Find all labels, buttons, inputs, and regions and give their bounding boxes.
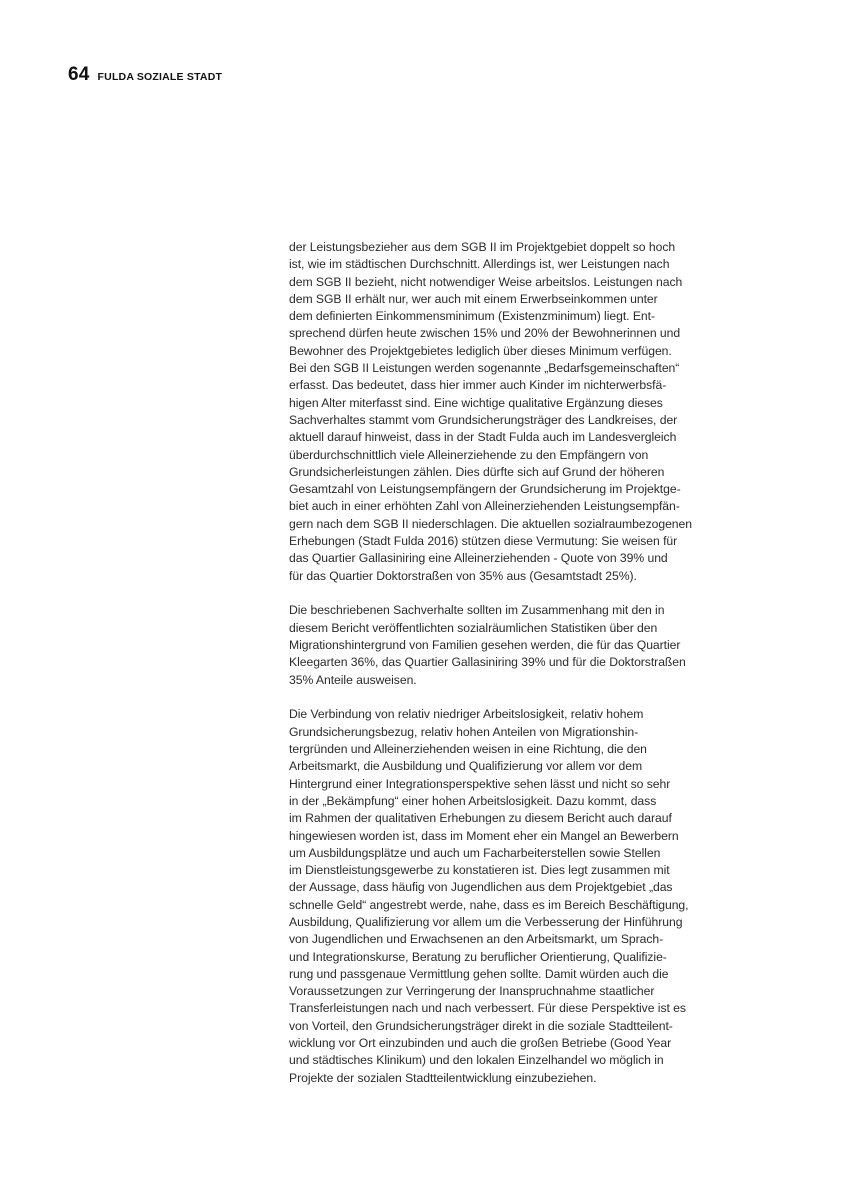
- text-line: Projekte der sozialen Stadtteilentwicklung einzubeziehen.: [289, 1070, 597, 1085]
- text-line: sprechend dürfen heute zwischen 15% und 20% der Bewohnerinnen und: [289, 326, 681, 341]
- text-line: erfasst. Das bedeutet, dass hier immer auch Kinder im nichterwerbsfä-: [289, 378, 667, 393]
- text-line: Ausbildung, Qualifizierung vor allem um die Verbesserung der Hinführung: [289, 914, 683, 929]
- text-line: ist, wie im städtischen Durchschnitt. Allerdings ist, wer Leistungen nach: [289, 257, 670, 272]
- text-line: der Aussage, dass häufig von Jugendlichen aus dem Projektgebiet „das: [289, 880, 673, 895]
- paragraph-gap: [289, 585, 719, 603]
- text-line: hingewiesen worden ist, dass im Moment eher ein Mangel an Bewerbern: [289, 828, 679, 843]
- text-line: der Leistungsbezieher aus dem SGB II im Projektgebiet doppelt so hoch: [289, 240, 676, 254]
- text-line: Gesamtzahl von Leistungsempfängern der Grundsicherung im Projektge-: [289, 482, 681, 497]
- text-line: dem SGB II bezieht, nicht notwendiger Weise arbeitslos. Leistungen nach: [289, 274, 683, 289]
- text-line: im Rahmen der qualitativen Erhebungen zu diesem Bericht auch darauf: [289, 811, 672, 826]
- text-line: rung und passgenaue Vermittlung gehen sollte. Damit würden auch die: [289, 966, 669, 981]
- text-line: Grundsicherungsbezug, relativ hohen Anteilen von Migrationshin-: [289, 724, 639, 739]
- page-number: 64: [68, 64, 90, 85]
- text-line: Die beschriebenen Sachverhalte sollten im Zusammenhang mit den in: [289, 603, 665, 618]
- paragraph: [289, 706, 719, 1087]
- text-line: und Integrationskurse, Beratung zu beruflicher Orientierung, Qualifizie-: [289, 949, 667, 964]
- text-line: um Ausbildungsplätze und auch um Facharbeiterstellen sowie Stellen: [289, 845, 661, 860]
- text-line: und städtisches Klinikum) und den lokalen Einzelhandel wo möglich in: [289, 1053, 664, 1068]
- text-line: für das Quartier Doktorstraßen von 35% aus (Gesamtstadt 25%).: [289, 568, 637, 583]
- text-line: Voraussetzungen zur Verringerung der Inanspruchnahme staatlicher: [289, 984, 655, 999]
- publication-title: FULDA SOZIALE STADT: [97, 71, 223, 83]
- text-line: schnelle Geld“ angestrebt werde, nahe, dass es im Bereich Beschäftigung,: [289, 897, 689, 912]
- body-text: [289, 239, 719, 1087]
- text-line: in der „Bekämpfung“ einer hohen Arbeitslosigkeit. Dazu kommt, dass: [289, 793, 657, 808]
- text-line: Grundsicherleistungen zählen. Dies dürfte sich auf Grund der höheren: [289, 464, 665, 479]
- text-line: tergründen und Alleinerziehenden weisen in eine Richtung, die den: [289, 742, 647, 757]
- paragraph: [289, 602, 719, 688]
- text-line: dem definierten Einkommensminimum (Existenzminimum) liegt. Ent-: [289, 309, 655, 324]
- text-line: überdurchschnittlich viele Alleinerziehende zu den Empfängern von: [289, 447, 649, 462]
- running-header: [68, 64, 222, 86]
- text-line: aktuell darauf hinweist, dass in der Stadt Fulda auch im Landesvergleich: [289, 430, 677, 445]
- text-line: Arbeitsmarkt, die Ausbildung und Qualifizierung vor allem vor dem: [289, 759, 643, 774]
- text-line: diesem Bericht veröffentlichten sozialräumlichen Statistiken über den: [289, 620, 658, 635]
- text-line: Kleegarten 36%, das Quartier Gallasiniring 39% und für die Doktorstraßen: [289, 655, 686, 670]
- text-line: das Quartier Gallasiniring eine Alleinerziehenden - Quote von 39% und: [289, 551, 668, 566]
- text-line: von Vorteil, den Grundsicherungsträger direkt in die soziale Stadtteilent-: [289, 1018, 673, 1033]
- text-line: Bei den SGB II Leistungen werden sogenannte „Bedarfsgemeinschaften“: [289, 361, 680, 376]
- paragraph: [289, 239, 719, 585]
- text-line: 35% Anteile ausweisen.: [289, 672, 417, 687]
- text-line: higen Alter miterfasst sind. Eine wichtige qualitative Ergänzung dieses: [289, 395, 663, 410]
- text-line: Transferleistungen nach und nach verbessert. Für diese Perspektive ist es: [289, 1001, 686, 1016]
- text-line: Bewohner des Projektgebietes lediglich über dieses Minimum verfügen.: [289, 343, 672, 358]
- text-line: von Jugendlichen und Erwachsenen an den Arbeitsmarkt, um Sprach-: [289, 932, 664, 947]
- text-line: Die Verbindung von relativ niedriger Arbeitslosigkeit, relativ hohem: [289, 707, 644, 722]
- text-line: Sachverhaltes stammt vom Grundsicherungsträger des Landkreises, der: [289, 412, 678, 427]
- text-line: gern nach dem SGB II niederschlagen. Die aktuellen sozialraumbezogenen: [289, 516, 692, 531]
- text-line: dem SGB II erhält nur, wer auch mit einem Erwerbseinkommen unter: [289, 291, 658, 306]
- paragraph-gap: [289, 689, 719, 707]
- text-line: Erhebungen (Stadt Fulda 2016) stützen diese Vermutung: Sie weisen für: [289, 534, 678, 549]
- text-line: wicklung vor Ort einzubinden und auch die großen Betriebe (Good Year: [289, 1036, 672, 1051]
- text-line: biet auch in einer erhöhten Zahl von Alleinerziehenden Leistungsempfän-: [289, 499, 680, 514]
- text-line: im Dienstleistungsgewerbe zu konstatieren ist. Dies legt zusammen mit: [289, 863, 670, 878]
- text-line: Hintergrund einer Integrationsperspektive sehen lässt und nicht so sehr: [289, 776, 671, 791]
- text-line: Migrationshintergrund von Familien gesehen werden, die für das Quartier: [289, 638, 681, 653]
